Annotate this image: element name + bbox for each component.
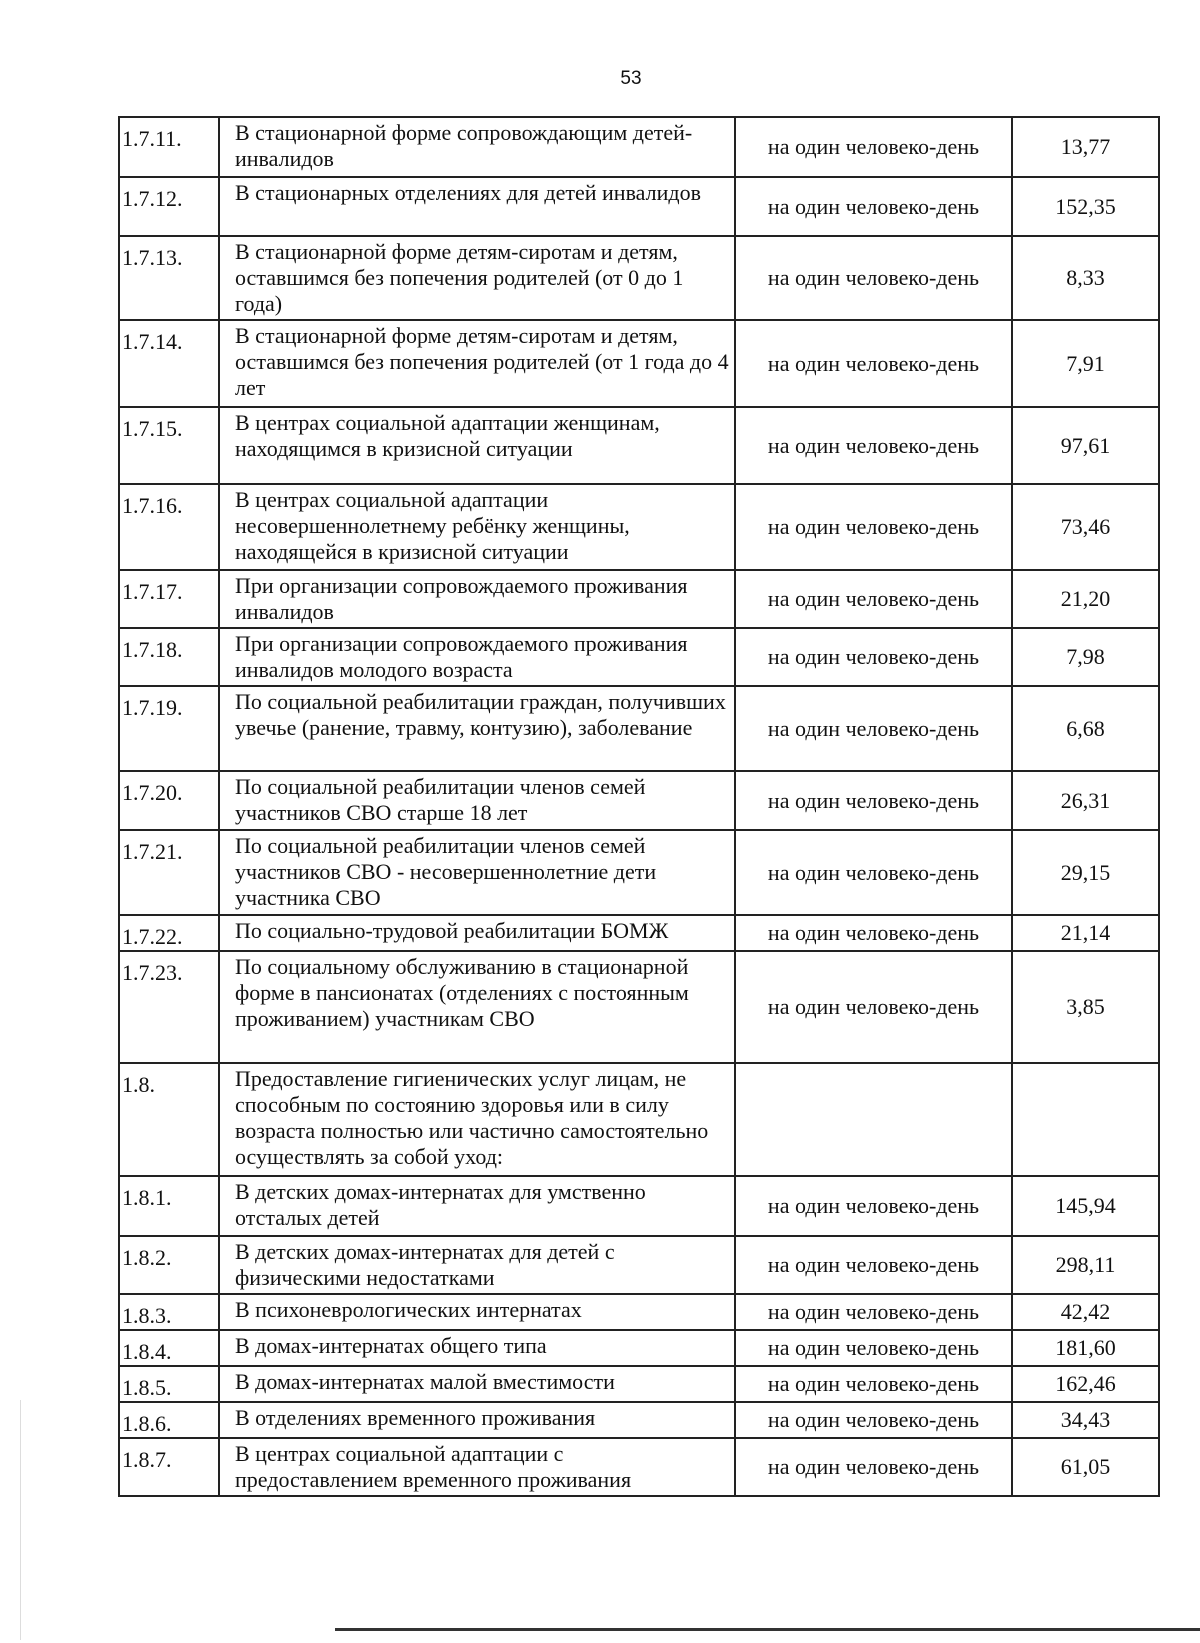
row-code: 1.7.21. <box>119 830 219 915</box>
row-value: 26,31 <box>1012 771 1159 830</box>
row-unit: на один человеко-день <box>735 117 1012 177</box>
table-row <box>119 570 1159 628</box>
row-code: 1.7.17. <box>119 570 219 628</box>
row-unit: на один человеко-день <box>735 1402 1012 1438</box>
row-value <box>1012 1063 1159 1176</box>
table-row <box>119 1438 1159 1496</box>
row-code: 1.7.22. <box>119 915 219 951</box>
row-description: В домах-интернатах общего типа <box>219 1330 735 1366</box>
table-row <box>119 951 1159 1063</box>
row-code: 1.8.6. <box>119 1402 219 1438</box>
row-value: 8,33 <box>1012 236 1159 320</box>
row-value: 3,85 <box>1012 951 1159 1063</box>
row-unit: на один человеко-день <box>735 686 1012 771</box>
table-row <box>119 628 1159 686</box>
table-row <box>119 1294 1159 1330</box>
row-description: В домах-интернатах малой вместимости <box>219 1366 735 1402</box>
table-row <box>119 1402 1159 1438</box>
row-unit: на один человеко-день <box>735 1366 1012 1402</box>
row-description: В центрах социальной адаптации женщинам, находящимся в кризисной ситуации <box>219 407 735 484</box>
table-row <box>119 915 1159 951</box>
table-row <box>119 117 1159 177</box>
row-unit: на один человеко-день <box>735 915 1012 951</box>
table-row <box>119 320 1159 407</box>
row-description: По социальной реабилитации граждан, получивших увечье (ранение, травму, контузию), заболевание <box>219 686 735 771</box>
row-unit: на один человеко-день <box>735 1330 1012 1366</box>
row-code: 1.7.19. <box>119 686 219 771</box>
row-value: 145,94 <box>1012 1176 1159 1236</box>
row-description: В детских домах-интернатах для детей с физическими недостатками <box>219 1236 735 1294</box>
tariff-table <box>118 116 1160 1497</box>
row-code: 1.7.23. <box>119 951 219 1063</box>
row-value: 181,60 <box>1012 1330 1159 1366</box>
row-description: По социальному обслуживанию в стационарной форме в пансионатах (отделениях с постоянным проживанием) участникам СВО <box>219 951 735 1063</box>
row-description: Предоставление гигиенических услуг лицам, не способным по состоянию здоровья или в силу возраста полностью или частично самостоятельно осуществлять за собой уход: <box>219 1063 735 1176</box>
row-unit: на один человеко-день <box>735 236 1012 320</box>
row-value: 162,46 <box>1012 1366 1159 1402</box>
row-unit: на один человеко-день <box>735 951 1012 1063</box>
row-description: В центрах социальной адаптации с предоставлением временного проживания <box>219 1438 735 1496</box>
row-description: По социальной реабилитации членов семей участников СВО старше 18 лет <box>219 771 735 830</box>
row-value: 7,91 <box>1012 320 1159 407</box>
row-code: 1.8. <box>119 1063 219 1176</box>
row-code: 1.8.2. <box>119 1236 219 1294</box>
table-row <box>119 1176 1159 1236</box>
table-row <box>119 1236 1159 1294</box>
row-unit: на один человеко-день <box>735 320 1012 407</box>
table-row <box>119 1063 1159 1176</box>
tariff-table-body <box>119 117 1159 1496</box>
row-description: В центрах социальной адаптации несовершеннолетнему ребёнку женщины, находящейся в кризисной ситуации <box>219 484 735 570</box>
row-value: 21,14 <box>1012 915 1159 951</box>
row-description: В детских домах-интернатах для умственно отсталых детей <box>219 1176 735 1236</box>
row-description: В психоневрологических интернатах <box>219 1294 735 1330</box>
table-row <box>119 407 1159 484</box>
row-description: При организации сопровождаемого проживания инвалидов молодого возраста <box>219 628 735 686</box>
row-code: 1.7.13. <box>119 236 219 320</box>
row-description: В стационарной форме сопровождающим детей-инвалидов <box>219 117 735 177</box>
row-unit: на один человеко-день <box>735 628 1012 686</box>
row-code: 1.8.1. <box>119 1176 219 1236</box>
row-unit: на один человеко-день <box>735 407 1012 484</box>
row-description: По социальной реабилитации членов семей участников СВО - несовершеннолетние дети участника СВО <box>219 830 735 915</box>
scan-artifact-bottom <box>335 1628 1200 1631</box>
row-value: 152,35 <box>1012 177 1159 236</box>
scan-artifact-left <box>20 1400 21 1640</box>
table-row <box>119 686 1159 771</box>
row-value: 61,05 <box>1012 1438 1159 1496</box>
row-value: 34,43 <box>1012 1402 1159 1438</box>
row-description: В стационарной форме детям-сиротам и детям, оставшимся без попечения родителей (от 0 до 1 года) <box>219 236 735 320</box>
row-value: 21,20 <box>1012 570 1159 628</box>
row-description: В стационарной форме детям-сиротам и детям, оставшимся без попечения родителей (от 1 года до 4 лет <box>219 320 735 407</box>
row-code: 1.7.11. <box>119 117 219 177</box>
row-value: 298,11 <box>1012 1236 1159 1294</box>
row-code: 1.8.7. <box>119 1438 219 1496</box>
row-value: 73,46 <box>1012 484 1159 570</box>
table-row <box>119 1330 1159 1366</box>
row-unit: на один человеко-день <box>735 1438 1012 1496</box>
row-value: 29,15 <box>1012 830 1159 915</box>
row-description: При организации сопровождаемого проживания инвалидов <box>219 570 735 628</box>
row-unit: на один человеко-день <box>735 1294 1012 1330</box>
row-value: 13,77 <box>1012 117 1159 177</box>
row-unit: на один человеко-день <box>735 570 1012 628</box>
row-unit: на один человеко-день <box>735 830 1012 915</box>
row-unit: на один человеко-день <box>735 1236 1012 1294</box>
row-unit: на один человеко-день <box>735 177 1012 236</box>
table-row <box>119 771 1159 830</box>
row-description: По социально-трудовой реабилитации БОМЖ <box>219 915 735 951</box>
row-code: 1.8.3. <box>119 1294 219 1330</box>
table-row <box>119 1366 1159 1402</box>
row-code: 1.8.4. <box>119 1330 219 1366</box>
row-code: 1.7.12. <box>119 177 219 236</box>
table-row <box>119 236 1159 320</box>
row-value: 97,61 <box>1012 407 1159 484</box>
page-number: 53 <box>620 68 642 89</box>
row-code: 1.7.16. <box>119 484 219 570</box>
row-description: В стационарных отделениях для детей инвалидов <box>219 177 735 236</box>
row-value: 6,68 <box>1012 686 1159 771</box>
row-description: В отделениях временного проживания <box>219 1402 735 1438</box>
table-row <box>119 177 1159 236</box>
row-code: 1.8.5. <box>119 1366 219 1402</box>
row-value: 7,98 <box>1012 628 1159 686</box>
row-code: 1.7.14. <box>119 320 219 407</box>
row-value: 42,42 <box>1012 1294 1159 1330</box>
row-code: 1.7.18. <box>119 628 219 686</box>
row-code: 1.7.15. <box>119 407 219 484</box>
table-row <box>119 830 1159 915</box>
row-unit: на один человеко-день <box>735 771 1012 830</box>
row-unit <box>735 1063 1012 1176</box>
row-unit: на один человеко-день <box>735 1176 1012 1236</box>
row-unit: на один человеко-день <box>735 484 1012 570</box>
table-row <box>119 484 1159 570</box>
row-code: 1.7.20. <box>119 771 219 830</box>
